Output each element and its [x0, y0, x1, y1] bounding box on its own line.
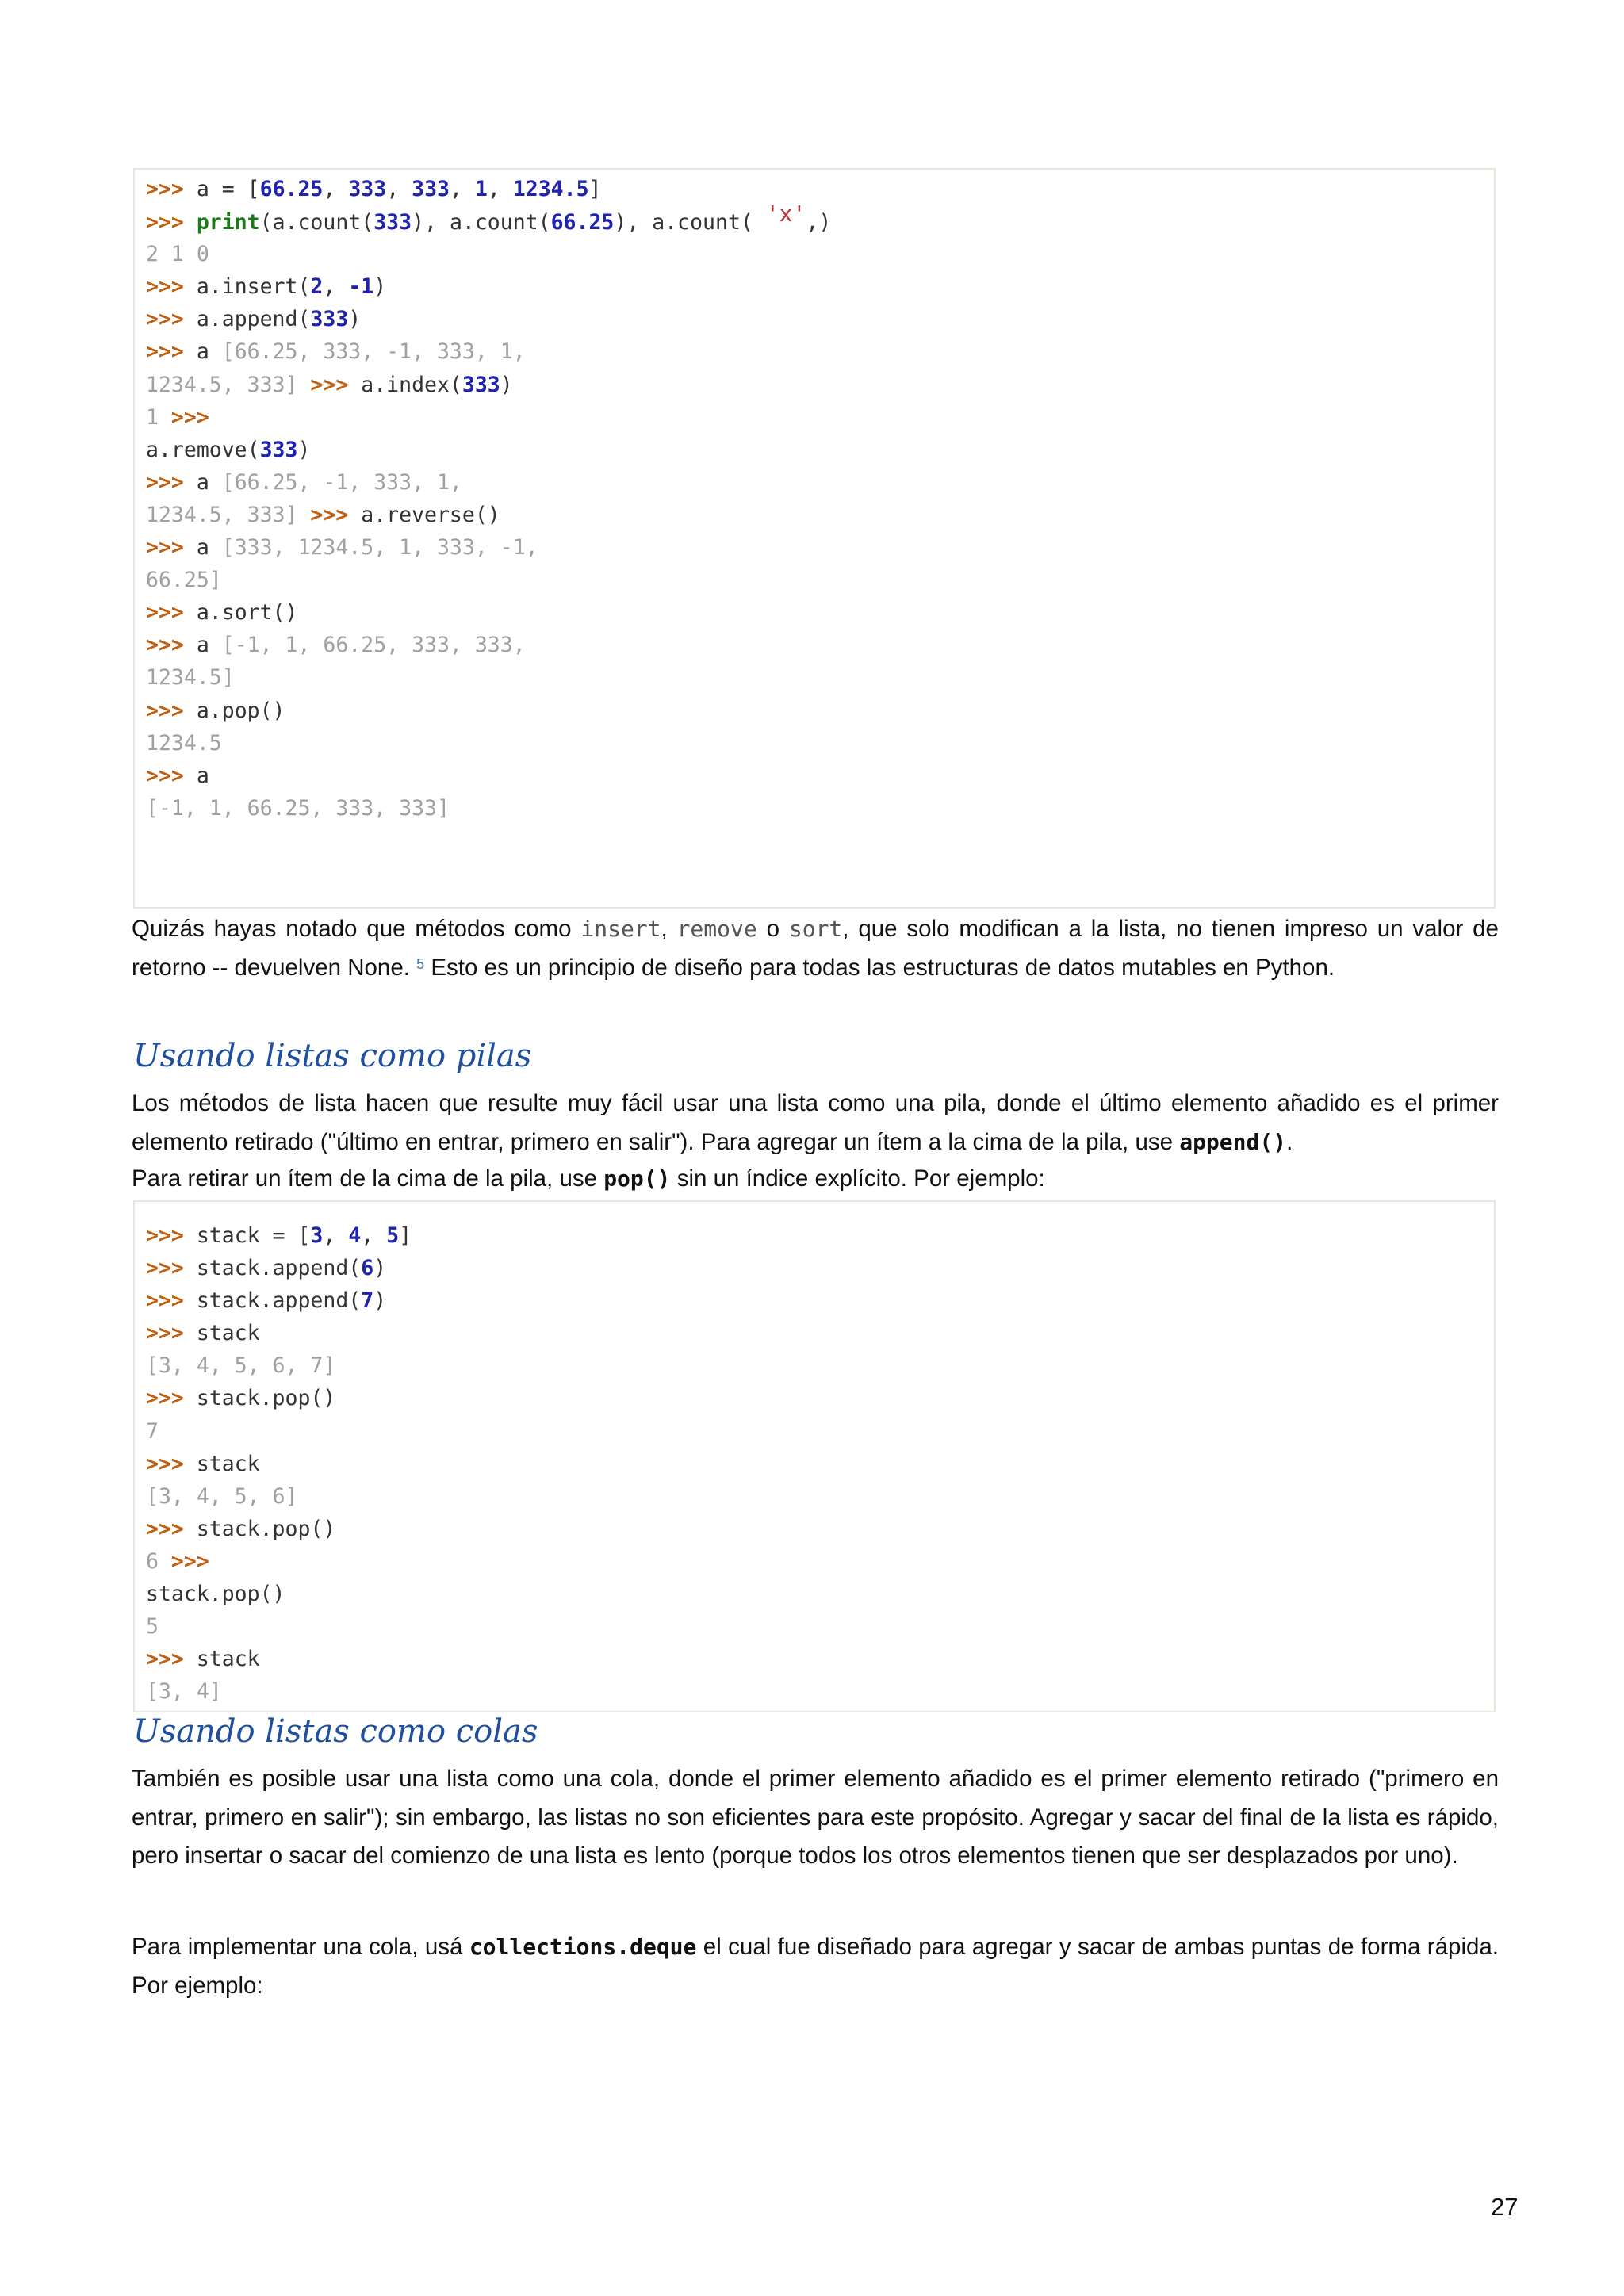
code-token: 66.25] [146, 568, 222, 593]
code-token: a.index( [361, 372, 462, 397]
code-token: 5 [146, 1614, 159, 1640]
code-token: >>> [146, 633, 197, 658]
code-line [146, 1349, 1494, 1382]
code-token: >>> [170, 404, 209, 430]
code-token: a [196, 763, 209, 788]
code-token: ,) [806, 210, 832, 235]
paragraph-deque [132, 1928, 1499, 2005]
code-token: 1234.5 [512, 177, 589, 201]
code-token: >>> [146, 1223, 197, 1248]
code-token: 333 [412, 177, 450, 201]
code-token: a = [ [196, 177, 260, 201]
text-run: Esto es un principio de diseño para todas las estructuras de datos mutables en Python. [424, 954, 1335, 981]
code-token: ] [588, 177, 602, 201]
code-line [146, 564, 1494, 596]
code-token: 66.25 [259, 177, 324, 201]
code-token: >>> [146, 469, 197, 495]
heading-stacks: Usando listas como pilas [133, 1038, 532, 1074]
code-token: stack [196, 1647, 260, 1672]
code-line [146, 201, 1494, 238]
paragraph-queues: También es posible usar una lista como una cola, donde el primer elemento añadido es el primer elemento retirado ("primero en entrar, primero en salir"); sin embargo, las listas no son eficientes para este propósito. Agregar y sacar del final de la lista es rápido, pero insertar o sacar del comienzo de una lista es lento (porque todos los otros elementos tienen que ser desplazados por uno). [132, 1766, 1499, 1869]
code-line [146, 1545, 1494, 1578]
code-token: ) [373, 1256, 387, 1281]
code-token: ), a.count( [614, 210, 766, 235]
code-token: 333 [348, 177, 387, 201]
paragraph-stacks [132, 1085, 1499, 1199]
code-line [146, 1448, 1494, 1480]
code-token: 1 [146, 404, 171, 430]
code-token: >>> [146, 177, 197, 201]
code-token: >>> [146, 600, 197, 626]
code-line [146, 792, 1494, 825]
code-token: stack.append( [196, 1288, 362, 1314]
code-token: 66.25 [550, 210, 615, 235]
code-token: [-1, 1, 66.25, 333, 333] [146, 795, 450, 821]
code-token: , [449, 177, 475, 201]
text-run: , que solo modifican a la lista, no tienen impreso un valor de retorno -- devuelven None. [132, 916, 1499, 981]
code-token: stack [196, 1321, 260, 1346]
code-line [146, 499, 1494, 531]
code-token: >>> [146, 307, 197, 332]
inline-code-sort: sort [788, 916, 843, 942]
text-run: . [1286, 1128, 1293, 1155]
code-line [146, 531, 1494, 564]
code-line [146, 661, 1494, 694]
inline-code-append: append() [1179, 1128, 1287, 1155]
code-line [146, 466, 1494, 499]
code-token: a [196, 633, 222, 658]
code-token: stack.pop() [146, 1582, 285, 1607]
code-line [146, 695, 1494, 727]
code-token: [-1, 1, 66.25, 333, 333, [221, 633, 526, 658]
code-token: , [323, 274, 349, 300]
code-line [146, 303, 1494, 335]
code-token: >>> [146, 763, 197, 788]
code-token: stack.pop() [196, 1386, 336, 1411]
code-token: >>> [146, 1288, 197, 1314]
code-token: 1 [474, 177, 488, 201]
text-run: Para implementar una cola, usá [132, 1934, 469, 1960]
code-line [146, 1610, 1494, 1643]
code-token: [66.25, -1, 333, 1, [221, 469, 462, 495]
code-line [146, 270, 1494, 303]
code-token: print [196, 210, 260, 235]
code-token: , [323, 177, 349, 201]
code-token: >>> [146, 274, 197, 300]
code-line [146, 1382, 1494, 1414]
code-token: >>> [146, 210, 197, 235]
code-token: 1234.5, 333] [146, 372, 311, 397]
code-token: >>> [146, 698, 197, 723]
text-run: o [756, 916, 789, 942]
code-token: >>> [146, 1647, 197, 1672]
page-number: 27 [1491, 2193, 1519, 2221]
code-token: 4 [348, 1223, 362, 1248]
code-token: 2 [310, 274, 324, 300]
code-token: 333 [259, 437, 298, 462]
code-token: 333 [373, 210, 412, 235]
text-run: sin un índice explícito. Por ejemplo: [670, 1165, 1045, 1192]
paragraph-return-none [132, 910, 1499, 987]
code-token: stack.pop() [196, 1516, 336, 1541]
code-token: a.append( [196, 307, 311, 332]
code-token: >>> [310, 502, 362, 527]
code-line [146, 369, 1494, 401]
code-token: >>> [146, 1516, 197, 1541]
text-run: Los métodos de lista hacen que resulte muy fácil usar una lista como una pila, donde el último elemento añadido es el primer elemento retirado ("último en entrar, primero en salir"). Para agregar un ítem a la cima de la pila, use [132, 1090, 1499, 1155]
paragraph-stacks-line2 [132, 1160, 1499, 1199]
code-token: (a.count( [259, 210, 374, 235]
code-token: >>> [146, 1256, 197, 1281]
code-token: >>> [146, 1386, 197, 1411]
code-line [146, 1415, 1494, 1448]
code-token: , [323, 1223, 349, 1248]
code-token: 6 [146, 1548, 171, 1574]
code-token: a.reverse() [361, 502, 500, 527]
code-token: -1 [348, 274, 374, 300]
code-token: 7 [361, 1288, 374, 1314]
code-token: , [386, 177, 412, 201]
code-line [146, 1219, 1494, 1252]
code-block-list-methods [133, 168, 1496, 909]
code-line [146, 335, 1494, 368]
code-line [146, 1578, 1494, 1610]
footnote-link[interactable]: 5 [416, 955, 425, 972]
code-line [146, 760, 1494, 792]
code-token: 1234.5] [146, 665, 235, 691]
code-token: a [196, 469, 222, 495]
code-token: >>> [146, 1321, 197, 1346]
code-block-stack-example [133, 1200, 1496, 1712]
code-token: ) [348, 307, 362, 332]
code-token: ] [399, 1223, 412, 1248]
paragraph-stacks-line1 [132, 1085, 1499, 1161]
code-token: ) [500, 372, 513, 397]
code-token: stack [196, 1451, 260, 1476]
code-token: >>> [146, 339, 197, 365]
inline-code-remove: remove [676, 916, 757, 942]
code-token: 3 [310, 1223, 324, 1248]
code-line [146, 1317, 1494, 1349]
text-run: Para retirar un ítem de la cima de la pila, use [132, 1165, 604, 1192]
code-token: ), a.count( [412, 210, 551, 235]
code-token: 'x' [765, 201, 806, 228]
code-token: [66.25, 333, -1, 333, 1, [221, 339, 526, 365]
code-token: 333 [310, 307, 349, 332]
code-token: >>> [310, 372, 362, 397]
code-token: 6 [361, 1256, 374, 1281]
code-token: >>> [146, 1451, 197, 1476]
code-token: 1234.5 [146, 730, 222, 756]
text-run: el cual fue diseñado para agregar y sacar de ambas puntas de forma rápida. Por ejemplo: [132, 1934, 1500, 1999]
code-line [146, 1643, 1494, 1675]
code-line [146, 596, 1494, 629]
code-token: a.pop() [196, 698, 285, 723]
code-token: stack = [ [196, 1223, 311, 1248]
code-line [146, 1480, 1494, 1513]
code-token: 1234.5, 333] [146, 502, 311, 527]
code-token: [3, 4] [146, 1679, 222, 1705]
code-line [146, 401, 1494, 434]
code-token: a [196, 339, 222, 365]
code-token: [3, 4, 5, 6] [146, 1483, 298, 1509]
code-line [146, 434, 1494, 466]
text-run: Quizás hayas notado que métodos como [132, 916, 581, 942]
text-run: , [661, 916, 677, 942]
code-token: ) [373, 1288, 387, 1314]
code-token: stack.append( [196, 1256, 362, 1281]
heading-queues: Usando listas como colas [133, 1713, 538, 1750]
code-token: a [196, 535, 222, 561]
code-token: 7 [146, 1418, 159, 1444]
code-token: a.remove( [146, 437, 260, 462]
code-token: ) [373, 274, 387, 300]
code-line [146, 1675, 1494, 1708]
code-token: 5 [386, 1223, 400, 1248]
code-line [146, 629, 1494, 661]
code-token: [333, 1234.5, 1, 333, -1, [221, 535, 538, 561]
inline-code-deque: collections.deque [469, 1934, 697, 1960]
code-token: a.sort() [196, 600, 298, 626]
code-token: , [487, 177, 513, 201]
code-token: >>> [170, 1548, 209, 1574]
code-token: , [361, 1223, 387, 1248]
code-line [146, 238, 1494, 270]
code-token: ) [297, 437, 311, 462]
code-line [146, 1284, 1494, 1317]
inline-code-pop: pop() [603, 1165, 671, 1192]
code-token: 333 [462, 372, 500, 397]
code-token: [3, 4, 5, 6, 7] [146, 1353, 336, 1379]
code-line [146, 173, 1494, 205]
code-line [146, 727, 1494, 760]
code-line [146, 1252, 1494, 1284]
code-token: >>> [146, 535, 197, 561]
inline-code-insert: insert [580, 916, 661, 942]
code-line [146, 1513, 1494, 1545]
code-token: 2 1 0 [146, 242, 209, 267]
code-token: a.insert( [196, 274, 311, 300]
